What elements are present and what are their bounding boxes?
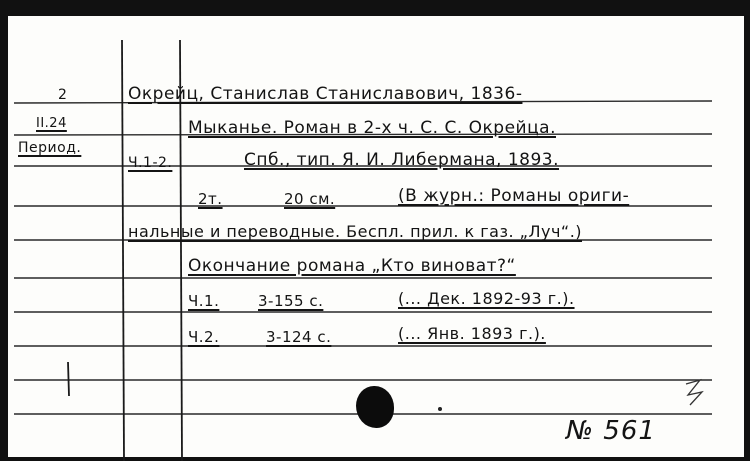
part-1-pages: 3-155 с. <box>258 292 324 310</box>
part-1-label: Ч.1. <box>188 292 220 310</box>
series-note-end: нальные и переводные. Беспл. прил. к газ. „Луч“.) <box>128 222 583 241</box>
part-2-label: Ч.2. <box>188 328 220 346</box>
card-number: 2 <box>58 87 68 103</box>
inventory-stamp: № 561 <box>566 416 656 446</box>
book-size: 20 см. <box>284 190 336 208</box>
book-title: Мыканье. Роман в 2-х ч. С. С. Окрейца. <box>188 118 556 138</box>
sequel-note: Окончание романа „Кто виноват?“ <box>188 256 516 276</box>
imprint: Спб., тип. Я. И. Либермана, 1893. <box>244 150 560 170</box>
volume-count: 2т. <box>198 190 223 208</box>
volume-range: Ч.1-2. <box>128 155 173 171</box>
margin-tick <box>68 362 69 396</box>
part-1-source: (... Дек. 1892-93 г.). <box>398 289 575 308</box>
periodical-label: Период. <box>18 140 82 156</box>
series-note-start: (В журн.: Романы ориги- <box>398 186 630 206</box>
punch-hole <box>356 386 394 428</box>
shelf-code: II.24 <box>36 116 67 131</box>
ink-speck <box>438 407 442 411</box>
author-heading: Окрейц, Станислав Станиславович, 1836- <box>128 84 523 104</box>
pencil-mark <box>686 380 702 405</box>
part-2-pages: 3-124 с. <box>266 328 332 346</box>
part-2-source: (... Янв. 1893 г.). <box>398 324 546 343</box>
